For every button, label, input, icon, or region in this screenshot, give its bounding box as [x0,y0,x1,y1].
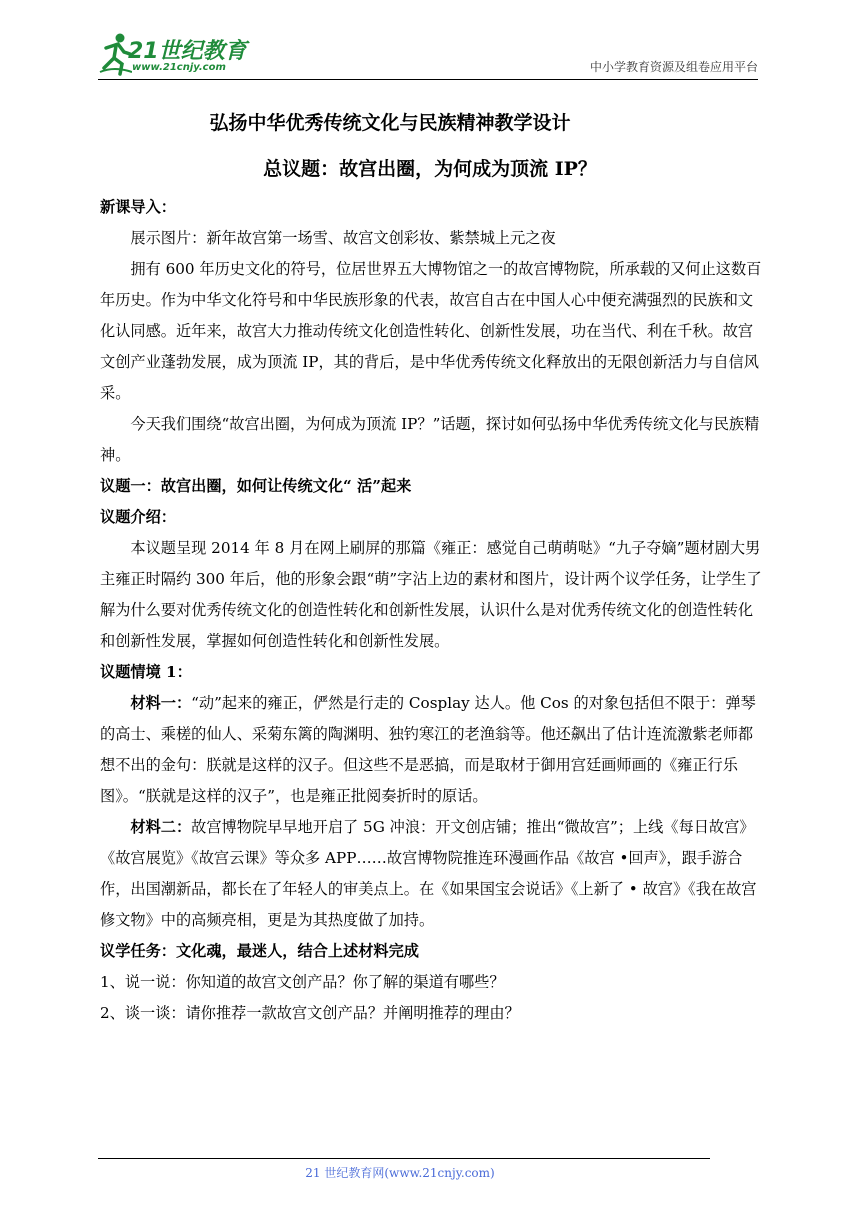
topic-intro-heading: 议题介绍： [100,508,176,526]
document-body [100,192,762,1029]
topic1-heading: 议题一：故宫出圈，如何让传统文化“ 活”起来 [100,477,412,495]
material-2-label: 材料二： [130,818,192,836]
task-heading: 议学任务：文化魂，最迷人，结合上述材料完成 [100,942,419,960]
document-title: 弘扬中华优秀传统文化与民族精神教学设计 [209,112,571,134]
header-divider [98,79,758,80]
runner-logo-icon [98,32,132,78]
intro-paragraph-3: 今天我们围绕“故宫出圈，为何成为顶流 IP？”话题，探讨如何弘扬中华优秀传统文化与民族精神。 [100,415,760,464]
material-1-label: 材料一： [130,694,192,712]
task-question-1: 1、说一说：你知道的故宫文创产品？你了解的渠道有哪些？ [100,973,505,991]
site-logo[interactable] [98,32,268,78]
footer-link[interactable]: 21 世纪教育网(www.21cnjy.com) [305,1166,495,1180]
document-subtitle: 总议题：故宫出圈，为何成为顶流 IP？ [263,158,597,180]
material-2 [100,812,762,936]
header-platform-text: 中小学教育资源及组卷应用平台 [589,60,758,74]
material-1-text: “动”起来的雍正，俨然是行走的 Cosplay 达人。他 Cos 的对象包括但不限于：弹琴的高士、乘槎的仙人、采菊东篱的陶渊明、独钓寒江的老渔翁等。他还飙出了估计连流激紫老师都想不出的金句：朕就是这样的汉子。但这些不是恶搞，而是取材于御用宫廷画师画的《雍正行乐图》。“朕就是这样的汉子”，也是雍正批阅奏折时的原话。 [100,694,756,805]
situation-heading: 议题情境 1： [100,663,192,681]
topic-intro-paragraph: 本议题呈现 2014 年 8 月在网上刷屏的那篇《雍正：感觉自己萌萌哒》“九子夺嫡”题材剧大男主雍正时隔约 300 年后，他的形象会跟“萌”字沾上边的素材和图片，设计两个议学任务，让学生了解为什么要对优秀传统文化的创造性转化和创新性发展，认识什么是对优秀传统文化的创造性转化和创新性发展，掌握如何创造性转化和创新性发展。 [100,539,762,650]
task-question-2: 2、谈一谈：请你推荐一款故宫文创产品？并阐明推荐的理由？ [100,1004,520,1022]
material-2-text: 故宫博物院早早地开启了 5G 冲浪：开文创店铺；推出“微故宫”；上线《每日故宫》《故宫展览》《故宫云课》等众多 APP……故宫博物院推连环漫画作品《故宫 •回声》，跟手游合作，出国潮新品，都长在了年轻人的审美点上。在《如果国宝会说话》《上新了 • 故宫》《我在故宫修文物》中的高频亮相，更是为其热度做了加持。 [100,818,757,929]
intro-heading: 新课导入： [100,198,176,216]
intro-paragraph-2: 拥有 600 年历史文化的符号，位居世界五大博物馆之一的故宫博物院，所承载的又何止这数百年历史。作为中华文化符号和中华民族形象的代表，故宫自古在中国人心中便充满强烈的民族和文化认同感。近年来，故宫大力推动传统文化创造性转化、创新性发展，功在当代、利在千秋。故宫文创产业蓬勃发展，成为顶流 IP，其的背后，是中华优秀传统文化释放出的无限创新活力与自信风采。 [100,260,762,402]
logo-text: 21世纪教育 [128,39,247,64]
intro-paragraph-1: 展示图片：新年故宫第一场雪、故宫文创彩妆、紫禁城上元之夜 [130,229,556,247]
material-1 [100,688,762,812]
logo-url: www.21cnjy.com [132,62,226,73]
page-header [98,30,758,80]
footer-divider [98,1158,710,1159]
